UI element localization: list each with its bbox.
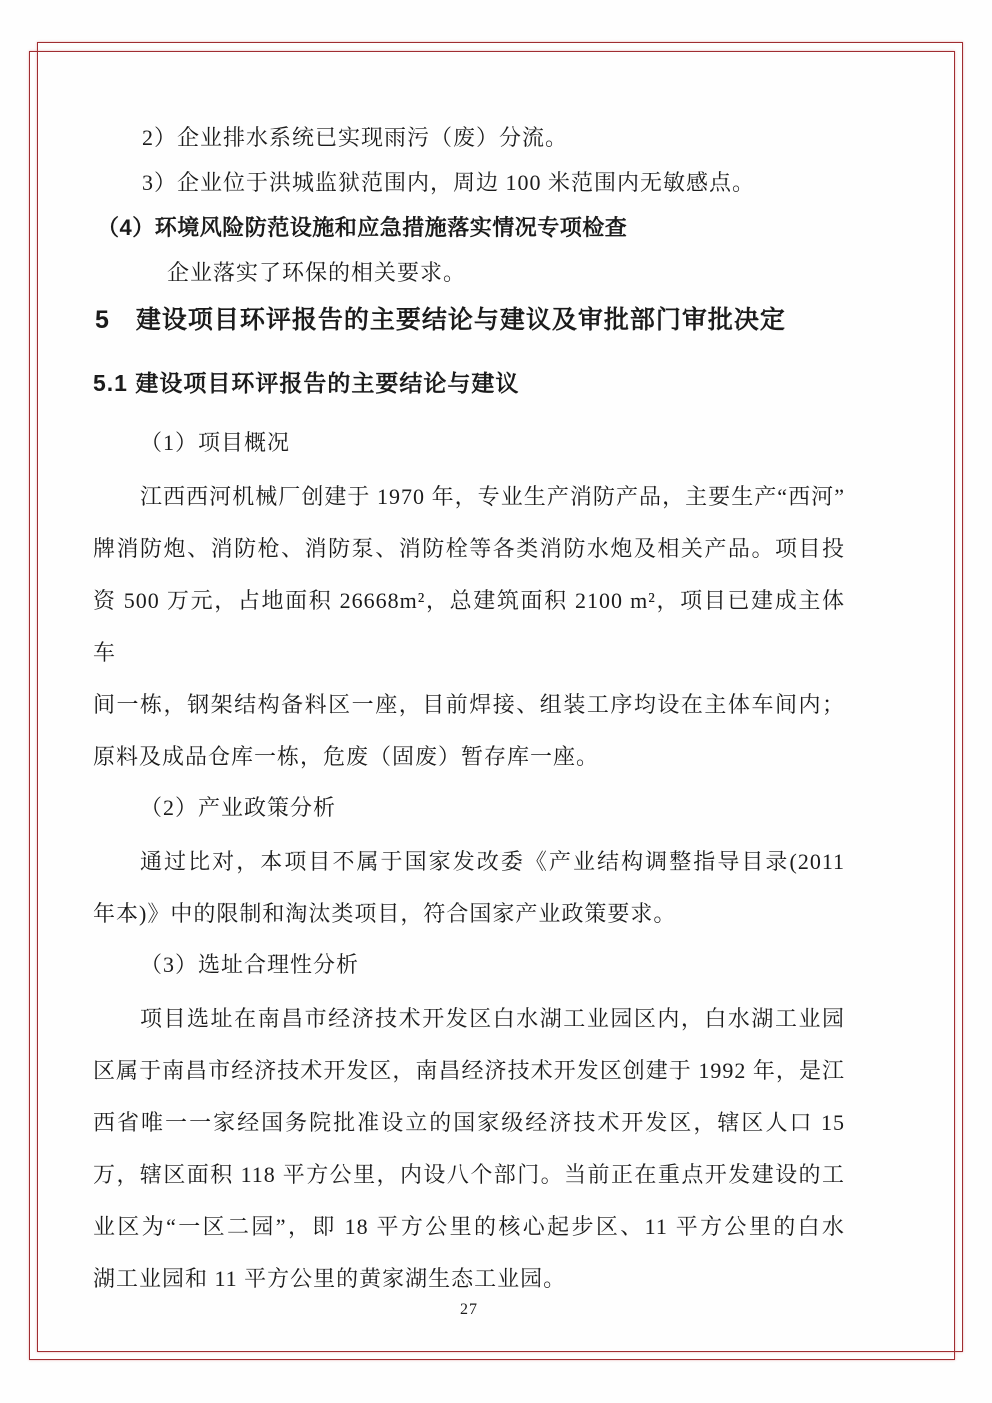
text-line: 湖工业园和 11 平方公里的黄家湖生态工业园。 (93, 1266, 567, 1291)
subsection-project-overview (93, 420, 845, 783)
text-line: 区属于南昌市经济技术开发区，南昌经济技术开发区创建于 1992 年，是江 (93, 1058, 845, 1083)
text-line: 原料及成品仓库一栋，危废（固废）暂存库一座。 (93, 744, 600, 769)
special-check-body: 企业落实了环保的相关要求。 (167, 260, 467, 285)
text-line: 年本)》中的限制和淘汰类项目，符合国家产业政策要求。 (93, 901, 677, 926)
section-heading: 5.1 建设项目环评报告的主要结论与建议 (93, 370, 520, 396)
text-line: 西省唯一一家经国务院批准设立的国家级经济技术开发区，辖区人口 15 (93, 1110, 845, 1135)
list-item: 3）企业位于洪城监狱范围内，周边 100 米范围内无敏感点。 (142, 170, 756, 195)
text-line: 资 500 万元，占地面积 26668m²，总建筑面积 2100 m²，项目已建成主体车 (93, 588, 845, 665)
text-line: 间一栋，钢架结构备料区一座，目前焊接、组装工序均设在主体车间内； (93, 692, 845, 717)
text-line: 牌消防炮、消防枪、消防泵、消防栓等各类消防水炮及相关产品。项目投 (93, 536, 845, 561)
page-number: 27 (460, 1301, 478, 1318)
paragraph (93, 471, 845, 783)
text-line: 业区为“一区二园”，即 18 平方公里的核心起步区、11 平方公里的白水 (93, 1214, 845, 1239)
subsection-industry-policy (93, 785, 845, 940)
text-line: 万，辖区面积 118 平方公里，内设八个部门。当前正在重点开发建设的工 (93, 1162, 845, 1187)
list-item: 2）企业排水系统已实现雨污（废）分流。 (142, 125, 569, 150)
document-content (93, 115, 845, 1305)
chapter-heading: 5 建设项目环评报告的主要结论与建议及审批部门审批决定 (95, 306, 786, 334)
special-check-heading: （4）环境风险防范设施和应急措施落实情况专项检查 (97, 215, 628, 240)
subsection-site-suitability (93, 942, 845, 1305)
text-line: 江西西河机械厂创建于 1970 年，专业生产消防产品，主要生产“西河” (140, 484, 845, 509)
subsection-title: （1）项目概况 (140, 430, 291, 455)
text-line: 项目选址在南昌市经济技术开发区白水湖工业园区内，白水湖工业园 (140, 1006, 845, 1031)
text-line: 通过比对，本项目不属于国家发改委《产业结构调整指导目录(2011 (140, 849, 845, 874)
paragraph (93, 836, 845, 940)
subsection-title: （2）产业政策分析 (140, 795, 337, 820)
subsection-title: （3）选址合理性分析 (140, 952, 360, 977)
paragraph (93, 993, 845, 1305)
